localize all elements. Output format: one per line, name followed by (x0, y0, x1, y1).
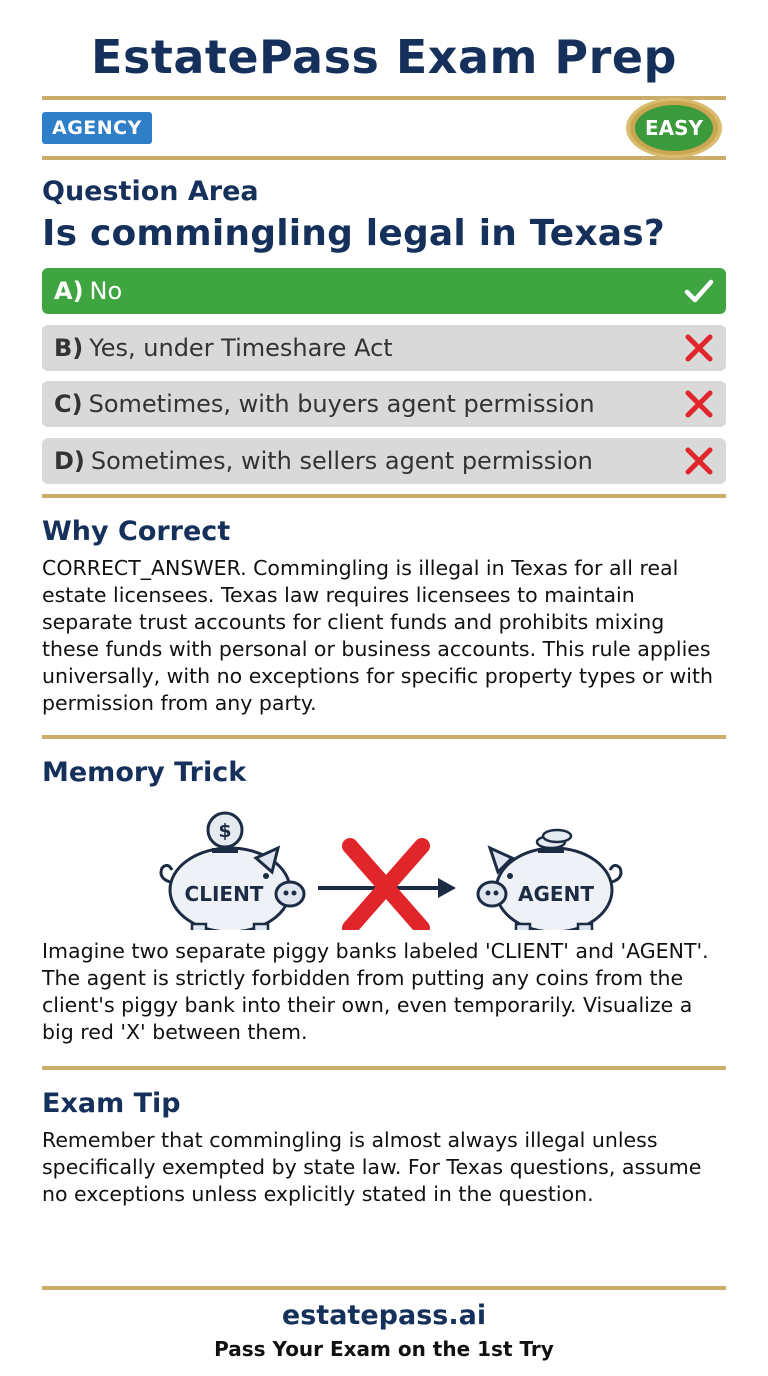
agent-piggy-icon (478, 830, 621, 930)
client-label: CLIENT (184, 882, 264, 906)
difficulty-badge (624, 96, 724, 160)
question-area-label: Question Area (42, 176, 259, 207)
question-text: Is commingling legal in Texas? (42, 213, 666, 254)
footer (0, 1300, 768, 1361)
agent-label: AGENT (518, 882, 594, 906)
exam-tip-section (42, 1088, 726, 1208)
divider (42, 1066, 726, 1070)
memory-trick-section (42, 757, 726, 1046)
cross-icon (684, 333, 714, 363)
option-d[interactable] (42, 438, 726, 484)
divider (42, 494, 726, 498)
divider (42, 735, 726, 739)
check-icon (684, 276, 714, 306)
difficulty-label: EASY (644, 116, 704, 140)
site-link[interactable]: estatepass.ai (281, 1300, 487, 1331)
option-letter: C) (54, 390, 83, 418)
option-text: Yes, under Timeshare Act (89, 333, 393, 362)
piggy-banks-image (42, 800, 726, 930)
option-b[interactable] (42, 325, 726, 371)
option-c[interactable] (42, 381, 726, 427)
cross-icon (684, 389, 714, 419)
piggy-bank-illustration (42, 800, 726, 930)
option-text: No (89, 277, 123, 305)
client-piggy-icon (161, 813, 304, 930)
option-letter: D) (54, 446, 85, 475)
category-badge: AGENCY (42, 112, 152, 144)
divider (42, 1286, 726, 1290)
option-a[interactable] (42, 268, 726, 314)
why-correct-body: CORRECT_ANSWER. Commingling is illegal in Texas for all real estate licensees. Texas law requires licensees to maintain separate trust accounts for client funds and prohibits mixing these funds with personal or business accounts. This rule applies universally, with no exceptions for specific property types or with permission from any party. (42, 556, 714, 715)
tagline: Pass Your Exam on the 1st Try (214, 1337, 554, 1361)
svg-text:$: $ (218, 820, 232, 842)
option-text: Sometimes, with buyers agent permission (88, 390, 595, 418)
arrow-head-icon (438, 878, 456, 898)
option-letter: A) (54, 277, 84, 305)
why-correct-section (42, 516, 726, 717)
page-title: EstatePass Exam Prep (91, 30, 677, 84)
memory-trick-title: Memory Trick (42, 757, 247, 788)
exam-tip-body: Remember that commingling is almost always illegal unless specifically exempted by state law. For Texas questions, assume no exceptions unless explicitly stated in the question. (42, 1128, 702, 1206)
cross-icon (684, 446, 714, 476)
why-correct-title: Why Correct (42, 516, 231, 547)
memory-trick-body: Imagine two separate piggy banks labeled 'CLIENT' and 'AGENT'. The agent is strictly forbidden from putting any coins from the client's piggy bank into their own, even temporarily. Visualize a big red 'X' between them. (42, 939, 709, 1044)
option-letter: B) (54, 333, 84, 362)
badge-row (42, 100, 726, 156)
exam-tip-title: Exam Tip (42, 1088, 181, 1119)
answer-options (42, 268, 726, 484)
option-text: Sometimes, with sellers agent permission (90, 446, 593, 475)
